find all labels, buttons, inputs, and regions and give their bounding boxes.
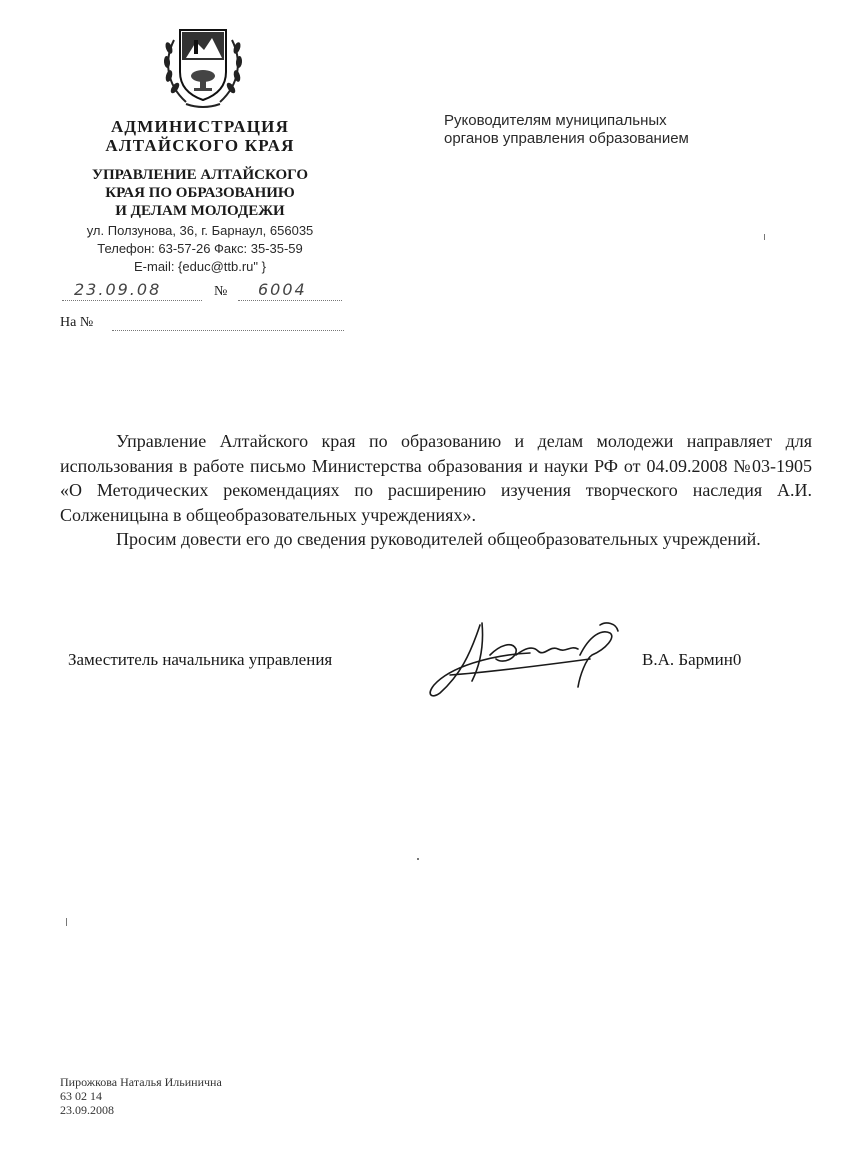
addressee-block bbox=[444, 112, 804, 148]
handwritten-signature bbox=[420, 615, 630, 705]
scan-speck bbox=[66, 918, 67, 926]
org-name-line1: АДМИНИСТРАЦИЯ bbox=[110, 117, 290, 136]
body-paragraph-2: Просим довести его до сведения руководителей общеобразовательных учреждений. bbox=[116, 529, 761, 549]
address-line: ул. Ползунова, 36, г. Барнаул, 656035 bbox=[86, 223, 314, 238]
outgoing-date: 23.09.08 bbox=[74, 280, 162, 299]
executor-date: 23.09.2008 bbox=[60, 1103, 114, 1117]
body-paragraph-1: Управление Алтайского края по образованию и делам молодежи направляет для использования в работе письмо Министерства образования и науки РФ от 04.09.2008 №03-1905 «О Методических рекомендациях по расширению изучения творческого наследия А.И. Солженицына в общеобразовательных учреждениях». bbox=[60, 431, 812, 525]
scan-speck bbox=[764, 234, 765, 240]
dept-name-line1: УПРАВЛЕНИЕ АЛТАЙСКОГО bbox=[91, 167, 309, 183]
email-line: E-mail: {educ@ttb.ru" } bbox=[134, 259, 266, 274]
scan-speck bbox=[417, 858, 419, 860]
dept-name-line2: КРАЯ ПО ОБРАЗОВАНИЮ bbox=[105, 185, 295, 201]
number-sign: № bbox=[214, 284, 228, 299]
addressee-line2: органов управления образованием bbox=[444, 130, 689, 147]
letter-body bbox=[60, 429, 812, 552]
executor-name: Пирожкова Наталья Ильинична bbox=[60, 1075, 222, 1089]
phone-line: Телефон: 63-57-26 Факс: 35-35-59 bbox=[97, 241, 303, 256]
executor-phone: 63 02 14 bbox=[60, 1089, 102, 1103]
coat-of-arms-icon bbox=[160, 20, 246, 112]
signatory-name: В.А. Бармин0 bbox=[642, 650, 742, 669]
reference-label: На № bbox=[60, 315, 94, 330]
number-underline bbox=[238, 300, 342, 301]
dept-name-line3: И ДЕЛАМ МОЛОДЕЖИ bbox=[115, 203, 285, 219]
reference-underline bbox=[112, 330, 344, 331]
outgoing-number: 6004 bbox=[258, 280, 307, 299]
addressee-line1: Руководителям муниципальных bbox=[444, 112, 667, 129]
signatory-title: Заместитель начальника управления bbox=[68, 650, 333, 669]
org-name-line2: АЛТАЙСКОГО КРАЯ bbox=[105, 136, 295, 155]
executor-footer bbox=[60, 1075, 222, 1117]
date-underline bbox=[62, 300, 202, 301]
